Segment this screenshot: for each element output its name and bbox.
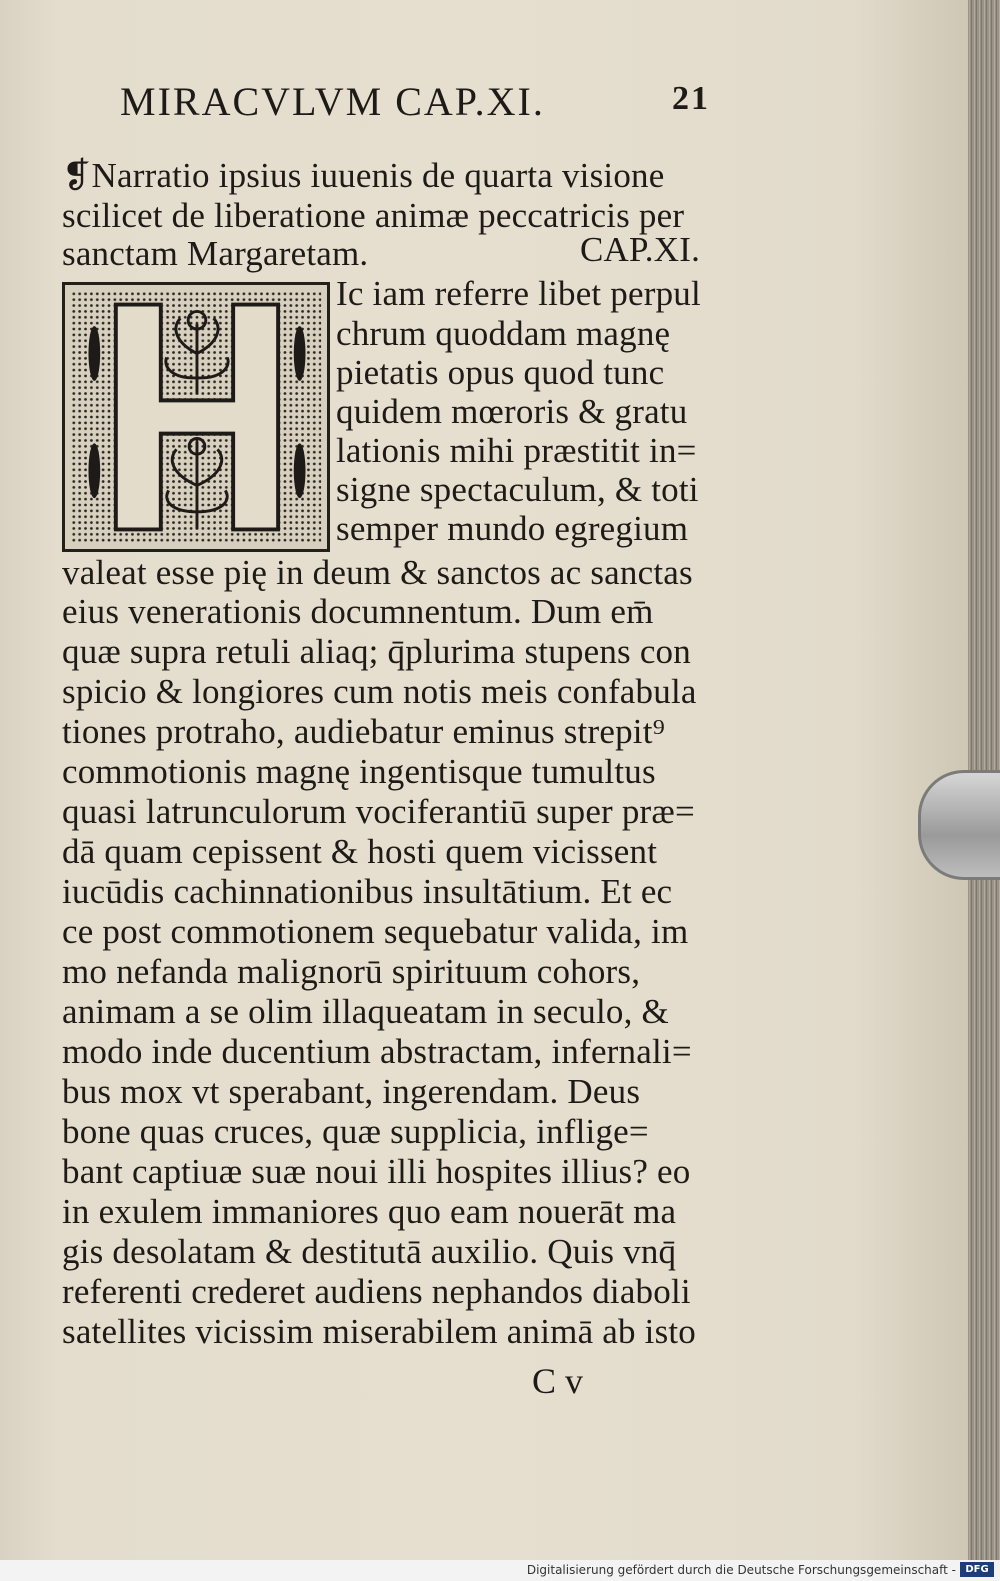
body-line: chrum quoddam magnę [336, 314, 671, 353]
body-line: referenti crederet audiens nephandos diaboli [62, 1272, 691, 1311]
decorated-initial [62, 282, 330, 552]
chapter-number: CAP.XI. [580, 230, 701, 269]
body-line: iucūdis cachinnationibus insultātium. Et ec [62, 872, 673, 911]
body-line: animam a se olim illaqueatam in seculo, & [62, 992, 669, 1031]
body-line: mo nefanda malignorū spirituum cohors, [62, 952, 641, 991]
body-line: lationis mihi præstitit in= [336, 431, 697, 470]
body-line: pietatis opus quod tunc [336, 353, 665, 392]
heading-line-2: scilicet de liberatione animæ peccatricis per [62, 196, 685, 235]
folio-number: 21 [672, 80, 710, 117]
digitization-credit: Digitalisierung gefördert durch die Deutsche Forschungsgemeinschaft - [526, 1563, 956, 1577]
body-line: bus mox vt sperabant, ingerendam. Deus [62, 1072, 641, 1111]
body-line: gis desolatam & destitutā auxilio. Quis vnq̄ [62, 1232, 677, 1271]
body-line: Ic iam referre libet perpul [336, 274, 701, 313]
body-line: tiones protraho, audiebatur eminus strepit⁹ [62, 712, 666, 751]
body-line: dā quam cepissent & hosti quem vicissent [62, 832, 658, 871]
signature-mark: C v [532, 1361, 584, 1401]
body-line: bant captiuæ suæ noui illi hospites illius? eo [62, 1152, 691, 1191]
footer-bar [0, 1560, 1000, 1581]
body-line: quæ supra retuli aliaq; q̄plurima stupens con [62, 632, 691, 671]
body-line: semper mundo egregium [336, 509, 689, 548]
body-line: signe spectaculum, & toti [336, 470, 699, 509]
body-line: bone quas cruces, quæ supplicia, inflige= [62, 1112, 649, 1151]
body-line: quasi latrunculorum vociferantiū super præ= [62, 792, 695, 831]
body-line: spicio & longiores cum notis meis confabula [62, 672, 697, 711]
dfg-logo: DFG [960, 1562, 994, 1577]
page-clip [918, 770, 1000, 880]
running-head-title: MIRACVLVM CAP.XI. [120, 79, 545, 124]
heading-line-3: sanctam Margaretam. [62, 234, 369, 273]
woodcut-initial-h-icon [65, 285, 327, 549]
heading-line-1: ❡Narratio ipsius iuuenis de quarta visione [62, 156, 665, 195]
body-line: quidem mœroris & gratu [336, 392, 688, 431]
body-line: ce post commotionem sequebatur valida, im [62, 912, 689, 951]
running-head [120, 78, 720, 128]
body-line: commotionis magnę ingentisque tumultus [62, 752, 656, 791]
body-line: valeat esse pię in deum & sanctos ac sanctas [62, 553, 693, 592]
body-line: eius venerationis documnentum. Dum em̄ [62, 592, 654, 631]
body-line: modo inde ducentium abstractam, infernali= [62, 1032, 692, 1071]
body-line: in exulem immaniores quo eam nouerāt ma [62, 1192, 677, 1231]
body-line: satellites vicissim miserabilem animā ab isto [62, 1312, 697, 1351]
